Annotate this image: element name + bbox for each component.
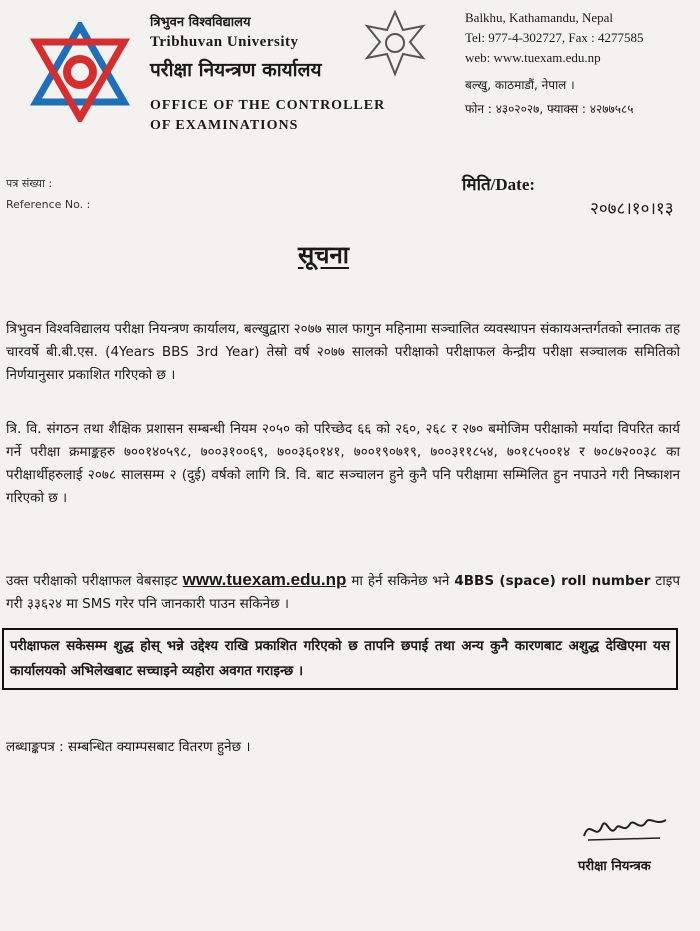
reference-number-label: Reference No. : [6, 198, 91, 211]
website-line: web: www.tuexam.edu.np [465, 50, 601, 65]
office-name-english-line1: OFFICE OF THE CONTROLLER [150, 98, 386, 113]
emblem-stamp-icon [360, 8, 430, 78]
phone-nepali: फोन : ४३०२०२७, फ्याक्स : ४२७७५८५ [465, 102, 634, 116]
paragraph-result-access [6, 568, 680, 616]
sms-code-format: 4BBS (space) roll number [454, 573, 651, 589]
accuracy-disclaimer-box: परीक्षाफल सकेसम्म शुद्ध होस् भन्ने उद्देश्य राखि प्रकाशित गरिएको छ तापनि छपाई तथा अन्य कुनै कारणबाट अशुद्ध देखिएमा यस कार्यालयको अभिलेखबाट सच्चाइने व्यहोरा अवगत गराइन्छ । [2, 628, 678, 690]
university-name-nepali: त्रिभुवन विश्वविद्यालय [150, 15, 251, 30]
paragraph-result-published: त्रिभुवन विश्वविद्यालय परीक्षा नियन्त्रण कार्यालय, बल्खुद्वारा २०७७ साल फागुन महिनामा सञ्चालित व्यवस्थापन संकायअन्तर्गतको स्नातक तह चारवर्षे बी.बी.एस. (4Years BBS 3rd Year) तेस्रो वर्ष २०७७ सालको परीक्षाको परीक्षाफल केन्द्रीय परीक्षा सञ्चालक समितिको निर्णयानुसार प्रकाशित गरिएको छ । [6, 321, 680, 383]
office-name-nepali: परीक्षा नियन्त्रण कार्यालय [150, 59, 322, 81]
result-access-text-middle: मा हेर्न सकिनेछ भने [346, 573, 455, 589]
phone-fax: Tel: 977-4-302727, Fax : 4277585 [465, 30, 644, 45]
handwritten-signature [580, 808, 670, 848]
results-website-link[interactable]: www.tuexam.edu.np [182, 570, 347, 589]
letter-number-label: पत्र संख्या : [6, 177, 53, 190]
address-english: Balkhu, Kathamandu, Nepal [465, 10, 614, 25]
paragraph-marksheet-distribution: लब्धाङ्कपत्र : सम्बन्धित क्याम्पसबाट वितरण हुनेछ । [6, 739, 251, 755]
result-access-text-before: उक्त परीक्षाको परीक्षाफल वेबसाइट [6, 573, 183, 589]
result-access-text-after: टाइप गरी ३३६२४ मा SMS गरेर पनि जानकारी पाउन सकिनेछ । [6, 573, 681, 612]
address-nepali: बल्खु, काठमाडौं, नेपाल । [465, 78, 575, 92]
office-name-english-line2: OF EXAMINATIONS [150, 118, 299, 133]
notice-title: सूचना [298, 241, 349, 269]
date-label: मिति/Date: [462, 175, 536, 194]
signatory-title: परीक्षा नियन्त्रक [578, 859, 651, 874]
paragraph-expelled-candidates: त्रि. वि. संगठन तथा शैक्षिक प्रशासन सम्बन्धी नियम २०५० को परिच्छेद ६६ को २६०, २६८ र २७० बमोजिम परीक्षाको मर्यादा विपरित कार्य गर्ने परीक्षा क्रमाङ्कहरु ७००१४०५९८, ७००३१००६९, ७००३६०१४१, ७००१९०७१९, ७००३११८५४, ७०१८५००१४ र ७०८७२००३८ का परीक्षार्थीहरुलाई २०७८ सालसम्म २ (दुई) वर्षको लागि त्रि. वि. बाट सञ्चालन हुने कुनै पनि परीक्षामा सम्मिलित हुन नपाउने गरी निष्काशन गरिएको छ । [6, 421, 680, 506]
date-value: २०७८।१०।१३ [590, 199, 674, 219]
university-name-english: Tribhuvan University [150, 34, 299, 50]
university-logo-icon [30, 22, 130, 122]
